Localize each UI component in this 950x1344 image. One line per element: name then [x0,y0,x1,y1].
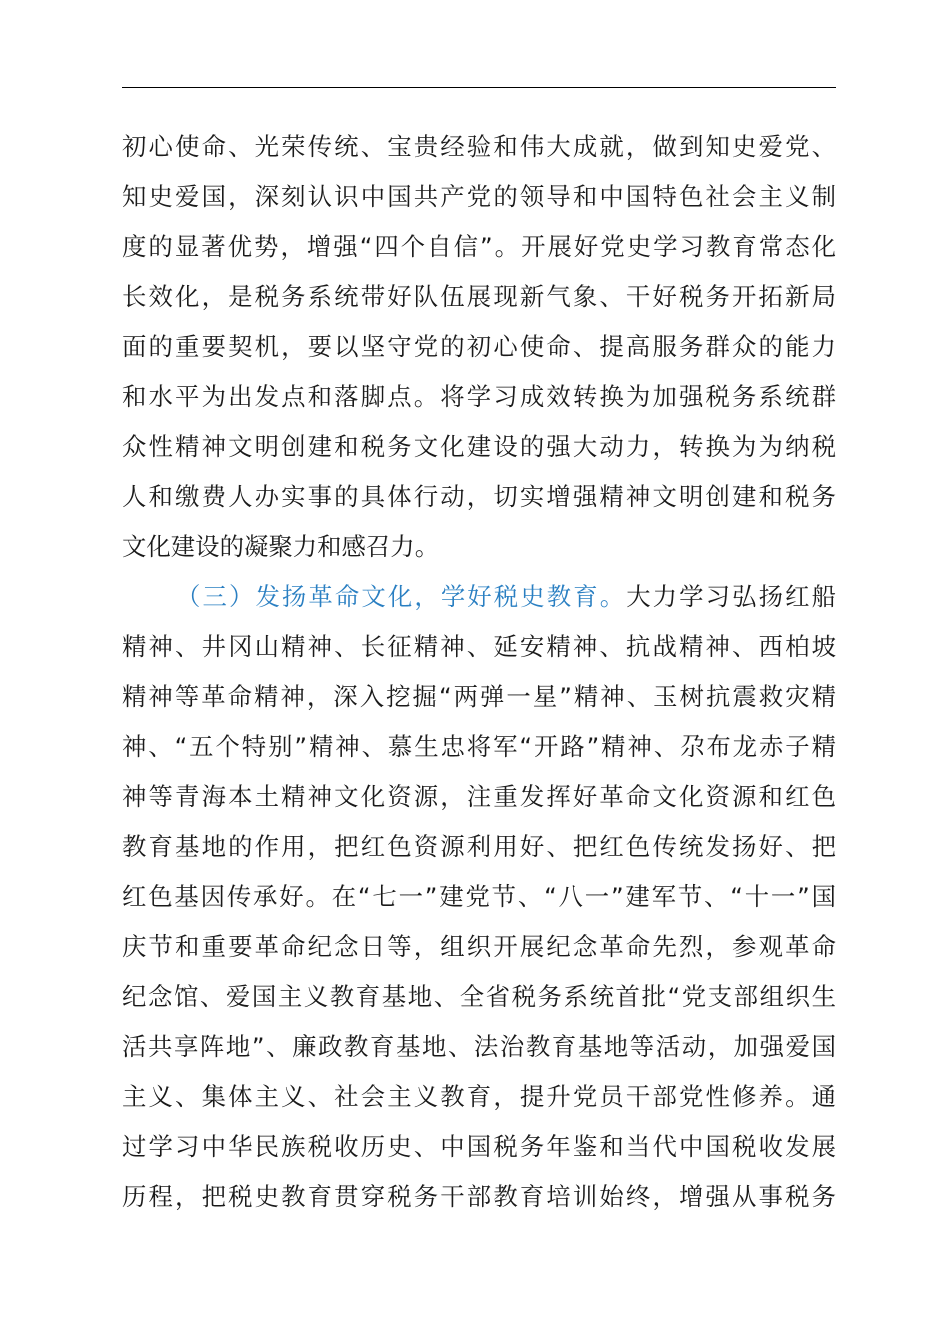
paragraph-2 [122,572,836,1222]
text-line: 度的显著优势，增强“四个自信”。开展好党史学习教育常态化 [122,232,836,261]
text-line: 文化建设的凝聚力和感召力。 [122,532,440,561]
text-line: 知史爱国，深刻认识中国共产党的领导和中国特色社会主义制 [122,182,836,211]
text-line: 红色基因传承好。在“七一”建党节、“八一”建军节、“十一”国 [122,882,836,911]
text-line: 主义、集体主义、社会主义教育，提升党员干部党性修养。通 [122,1082,836,1111]
text-line: 过学习中华民族税收历史、中国税务年鉴和当代中国税收发展 [122,1132,836,1161]
text-line: 精神、井冈山精神、长征精神、延安精神、抗战精神、西柏坡 [122,632,836,661]
text-line: 精神等革命精神，深入挖掘“两弹一星”精神、玉树抗震救灾精 [122,682,836,711]
first-line-rest: 大力学习弘扬红船 [626,582,836,611]
document-body [122,122,836,1222]
text-line: 众性精神文明创建和税务文化建设的强大动力，转换为为纳税 [122,432,836,461]
text-line: 初心使命、光荣传统、宝贵经验和伟大成就，做到知史爱党、 [122,132,836,161]
paragraph-1 [122,122,836,572]
text-line: 神、“五个特别”精神、慕生忠将军“开路”精神、尕布龙赤子精 [122,732,836,761]
section-heading: （三）发扬革命文化，学好税史教育。 [176,582,627,611]
text-line: 和水平为出发点和落脚点。将学习成效转换为加强税务系统群 [122,382,836,411]
text-line: 教育基地的作用，把红色资源利用好、把红色传统发扬好、把 [122,832,836,861]
text-line: 面的重要契机，要以坚守党的初心使命、提高服务群众的能力 [122,332,836,361]
text-line: 活共享阵地”、廉政教育基地、法治教育基地等活动，加强爱国 [122,1032,836,1061]
text-line: 历程，把税史教育贯穿税务干部教育培训始终，增强从事税务 [122,1182,836,1211]
text-line: 长效化，是税务系统带好队伍展现新气象、干好税务开拓新局 [122,282,836,311]
text-line: 纪念馆、爱国主义教育基地、全省税务系统首批“党支部组织生 [122,982,836,1011]
paragraph-2-first-line [122,572,836,622]
text-line: 庆节和重要革命纪念日等，组织开展纪念革命先烈，参观革命 [122,932,836,961]
text-line: 神等青海本土精神文化资源，注重发挥好革命文化资源和红色 [122,782,836,811]
header-rule [122,87,836,88]
text-line: 人和缴费人办实事的具体行动，切实增强精神文明创建和税务 [122,482,836,511]
